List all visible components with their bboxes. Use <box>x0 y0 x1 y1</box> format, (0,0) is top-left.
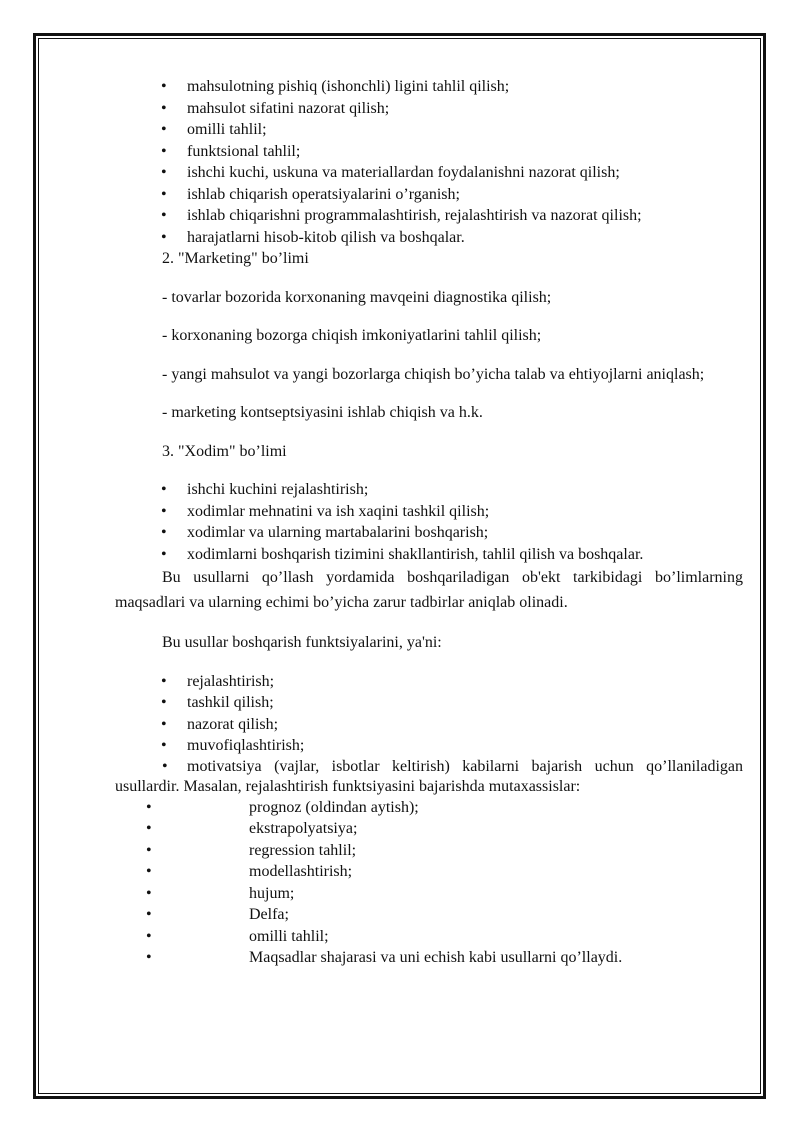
list-item: • ishchi kuchi, uskuna va materiallardan foydalanishni nazorat qilish; <box>115 162 743 184</box>
bullet-icon: • <box>161 481 167 498</box>
list-item: • xodimlar va ularning martabalarini boshqarish; <box>115 522 743 544</box>
marketing-item: - yangi mahsulot va yangi bozorlarga chiqish bo’yicha talab va ehtiyojlarni aniqlash; <box>162 365 705 383</box>
bullet-icon: • <box>146 906 152 923</box>
list-item: • Maqsadlar shajarasi va uni echish kabi usullarni qo’llaydi. <box>115 947 743 969</box>
paragraph: Bu usullarni qo’llash yordamida boshqariladigan ob'ekt tarkibidagi bo’limlarning maqsadlari va ularning echimi bo’yicha zarur tadbirlar aniqlab olinadi. <box>115 569 743 611</box>
bullet-icon: • <box>161 185 167 203</box>
bullet-icon: • <box>161 672 167 690</box>
document-body <box>115 76 743 969</box>
list-item: • prognoz (oldindan aytish); <box>115 797 743 819</box>
list-item: • ishlab chiqarish operatsiyalarini o’rganish; <box>115 184 743 206</box>
list-item: • xodimlar mehnatini va ish xaqini tashkil qilish; <box>115 501 743 523</box>
list-item: • ekstrapolyatsiya; <box>115 818 743 840</box>
bullet-icon: • <box>161 715 167 733</box>
list-item: • tashkil qilish; <box>115 692 743 714</box>
list-item: • hujum; <box>115 883 743 905</box>
list-item: • harajatlarni hisob-kitob qilish va boshqalar. <box>115 227 743 249</box>
bullet-icon: • <box>146 863 152 880</box>
list-item: • ishchi kuchini rejalashtirish; <box>115 479 743 501</box>
bullet-icon: • <box>146 884 152 902</box>
bullet-icon: • <box>161 78 167 95</box>
section-heading-staff: 3. "Xodim" bo’limi <box>162 442 287 460</box>
list-item: • modellashtirish; <box>115 861 743 883</box>
staff-methods-list <box>115 479 743 565</box>
bullet-icon: • <box>161 207 167 224</box>
bullet-icon: • <box>146 820 152 837</box>
paragraph: Bu usullar boshqarish funktsiyalarini, ya'ni: <box>162 634 442 651</box>
list-item: • regression tahlil; <box>115 840 743 862</box>
production-methods-list <box>115 76 743 248</box>
bullet-icon: • <box>161 694 167 711</box>
bullet-icon: • <box>161 99 167 117</box>
management-functions-list <box>115 671 743 757</box>
marketing-item: - marketing kontseptsiyasini ishlab chiqish va h.k. <box>162 404 483 421</box>
list-item: • mahsulotning pishiq (ishonchli) ligini tahlil qilish; <box>115 76 743 98</box>
paragraph-motivation: • motivatsiya (vajlar, isbotlar keltirish) kabilarni bajarish uchun qo’llaniladigan usullardir. Masalan, rejalashtirish funktsiyasini bajarishda mutaxassislar: <box>115 757 743 795</box>
list-item: • ishlab chiqarishni programmalashtirish, rejalashtirish va nazorat qilish; <box>115 205 743 227</box>
bullet-icon: • <box>146 949 152 966</box>
bullet-icon: • <box>162 757 168 775</box>
marketing-item: - korxonaning bozorga chiqish imkoniyatlarini tahlil qilish; <box>162 327 542 344</box>
bullet-icon: • <box>161 545 167 563</box>
list-item: • omilli tahlil; <box>115 119 743 141</box>
bullet-icon: • <box>161 524 167 541</box>
list-item: • xodimlarni boshqarish tizimini shakllantirish, tahlil qilish va boshqalar. <box>115 544 743 566</box>
list-item: • muvofiqlashtirish; <box>115 735 743 757</box>
bullet-icon: • <box>146 927 152 945</box>
bullet-icon: • <box>146 798 152 816</box>
bullet-icon: • <box>161 502 167 520</box>
bullet-icon: • <box>161 121 167 138</box>
list-item: • omilli tahlil; <box>115 926 743 948</box>
list-item: • Delfa; <box>115 904 743 926</box>
list-item: • nazorat qilish; <box>115 714 743 736</box>
bullet-icon: • <box>146 841 152 859</box>
bullet-icon: • <box>161 142 167 160</box>
list-item: • funktsional tahlil; <box>115 141 743 163</box>
list-item: • rejalashtirish; <box>115 671 743 693</box>
bullet-icon: • <box>161 228 167 246</box>
marketing-item: - tovarlar bozorida korxonaning mavqeini diagnostika qilish; <box>162 288 552 306</box>
bullet-icon: • <box>161 737 167 754</box>
bullet-icon: • <box>161 164 167 181</box>
planning-methods-list <box>115 797 743 969</box>
list-item: • mahsulot sifatini nazorat qilish; <box>115 98 743 120</box>
section-heading-marketing: 2. "Marketing" bo’limi <box>162 250 309 267</box>
